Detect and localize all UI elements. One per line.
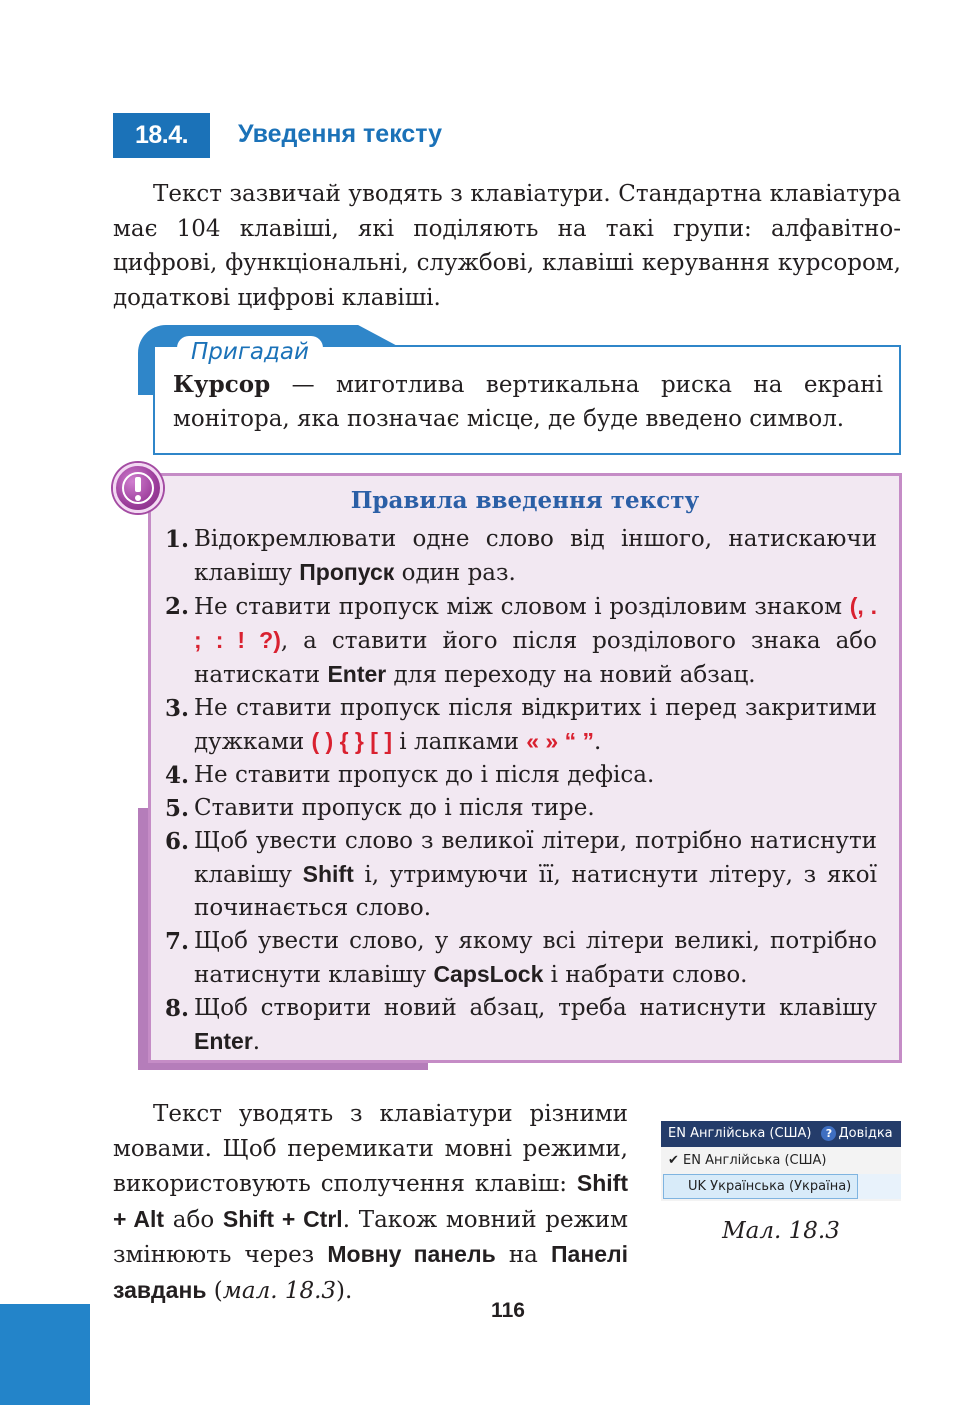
check-icon: ✔ [668,1153,679,1168]
bottom-text: Текст уводять з клавіатури різними мовами. Щоб перемикати мовні режими, використовують сполучення клавіш: Shift + Alt або Shift + Ctrl. Також мовний режим змінюють через Мовну панель на Панелі завдань (мал. 18.3). [113,1101,629,1304]
rule-item: 4. Не ставити пропуск до і після дефіса. [165,762,655,789]
rule-item: 8. Щоб створити новий абзац, треба натиснути клавішу Enter. [165,995,877,1055]
help-icon[interactable]: ? [821,1126,836,1141]
intro-text: Текст зазвичай уводять з клавіатури. Стандартна клавіатура має 104 клавіші, які поділяють на такі групи: алфавітно-цифрові, функціональні, службові, клавіші керування курсором, додаткові цифрові клавіші. [113,181,901,311]
page-number: 116 [491,1299,525,1322]
bottom-paragraph [113,1097,628,1308]
language-bar-figure [661,1121,901,1201]
recall-label: Пригадай [177,336,323,368]
rules-list [165,523,877,1059]
intro-paragraph [113,177,901,315]
language-option-uk[interactable]: UK Українська (Україна) [663,1174,858,1199]
rule-item: 7. Щоб увести слово, у якому всі літери великі, потрібно натиснути клавішу CapsLock і набрати слово. [165,928,877,988]
section-title: Уведення тексту [238,120,443,148]
language-bar[interactable] [661,1121,901,1147]
help-label[interactable]: Довідка [838,1126,893,1141]
key-name: Enter [327,661,387,687]
recall-definition: — миготлива вертикальна риска на екрані монітора, яка позначає місце, де буде введено символ. [173,372,883,432]
bracket-marks: ( ) { } [ ] [311,728,392,754]
key-name: Пропуск [299,559,395,585]
rule-item: 6. Щоб увести слово з великої літери, потрібно натиснути клавішу Shift і, утримуючи її, натиснути літеру, з якої починається слово. [165,828,877,921]
rule-item: 1. Відокремлювати одне слово від іншого, натискаючи клавішу Пропуск один раз. [165,526,877,586]
punctuation-marks: (, . ; : ! ?) [194,593,877,653]
rule-item: 2. Не ставити пропуск між словом і розділовим знаком (, . ; : ! ?), а ставити його після розділового знака або натискати Enter для переходу на новий абзац. [165,593,877,688]
key-name: CapsLock [433,961,544,987]
key-name: Shift [302,861,354,887]
quote-marks: « » “ ” [526,728,594,754]
language-option-en[interactable]: ✔ EN Англійська (США) [668,1153,827,1168]
rules-title: Правила введення тексту [350,487,700,514]
rule-item: 5. Ставити пропуск до і після тире. [165,795,595,822]
page-corner-decoration [0,1304,90,1405]
figure-caption: Мал. 18.3 [722,1218,840,1244]
rule-item: 3. Не ставити пропуск після відкритих і перед закритими дужками ( ) { } [ ] і лапками « » “ ”. [165,695,877,755]
menu-highlight-trail [858,1174,901,1199]
recall-text [173,368,883,436]
recall-term: Курсор [173,371,271,398]
language-indicator[interactable]: EN Англійська (США) [668,1126,812,1141]
key-name: Enter [194,1028,253,1054]
section-number-badge: 18.4. [113,113,210,158]
